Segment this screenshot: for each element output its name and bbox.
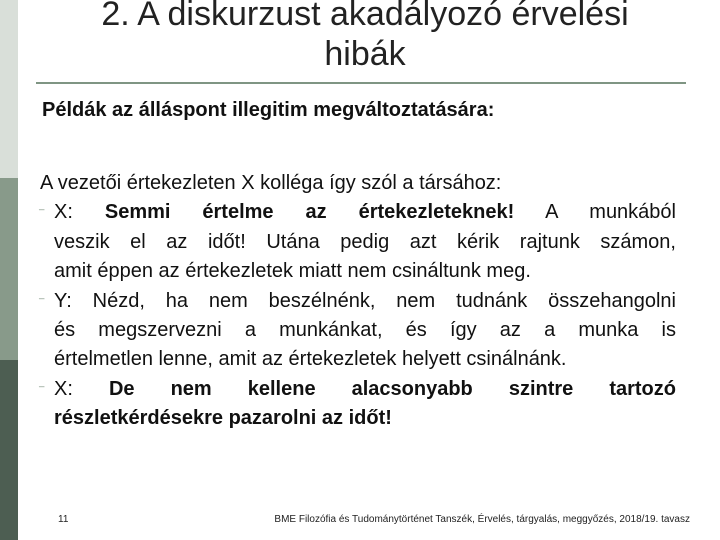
dialogue-2-line-1: Y: Nézd, ha nem beszélnénk, nem tudnánk összehangolni <box>54 289 676 312</box>
dialogue-1-line-2: veszik el az időt! Utána pedig azt kérik rajtunk számon, <box>54 230 676 253</box>
dialogue-item-1 <box>40 198 676 286</box>
slide-body <box>40 169 676 434</box>
dialogue-3-emphasis: De nem kellene alacsonyabb szintre tartozó <box>108 377 676 400</box>
bullet-icon: ⁻ <box>38 380 46 397</box>
side-bar-light-segment <box>0 0 18 178</box>
title-line-2: hibák <box>324 35 406 73</box>
dialogue-item-3 <box>40 375 676 434</box>
title-divider <box>36 82 686 84</box>
bullet-icon: ⁻ <box>38 292 46 309</box>
dialogue-1-emphasis: Semmi értelme az értekezleteknek! <box>104 201 515 224</box>
side-bar-dark-segment <box>0 360 18 540</box>
dialogue-item-2 <box>40 287 676 375</box>
intro-text: A vezetői értekezleten X kolléga így szól a társához: <box>40 172 502 194</box>
dialogue-3-line-1: X: De nem kellene alacsonyabb szintre tartozó <box>54 377 676 400</box>
footer-credit: BME Filozófia és Tudománytörténet Tanszék, Érvelés, tárgyalás, meggyőzés, 2018/19. tavasz <box>274 514 690 525</box>
bullet-icon: ⁻ <box>38 204 46 221</box>
dialogue-2-line-3: értelmetlen lenne, amit az értekezletek helyett csinálnánk. <box>54 348 567 371</box>
slide-subtitle: Példák az álláspont illegitim megváltoztatására: <box>42 99 495 121</box>
decorative-side-bar <box>0 0 18 540</box>
side-bar-mid-segment <box>0 178 18 360</box>
slide-title <box>40 0 690 74</box>
title-line-1: 2. A diskurzust akadályozó érvelési <box>101 0 629 33</box>
page-number: 11 <box>58 514 69 525</box>
dialogue-3-line-2: részletkérdésekre pazarolni az időt! <box>54 407 392 430</box>
dialogue-1-line-3: amit éppen az értekezletek miatt nem csináltunk meg. <box>54 260 531 283</box>
dialogue-1-line-1: X: Semmi értelme az értekezleteknek! A munkából <box>54 201 676 224</box>
dialogue-2-line-2: és megszervezni a munkánkat, és így az a munka is <box>54 319 676 342</box>
